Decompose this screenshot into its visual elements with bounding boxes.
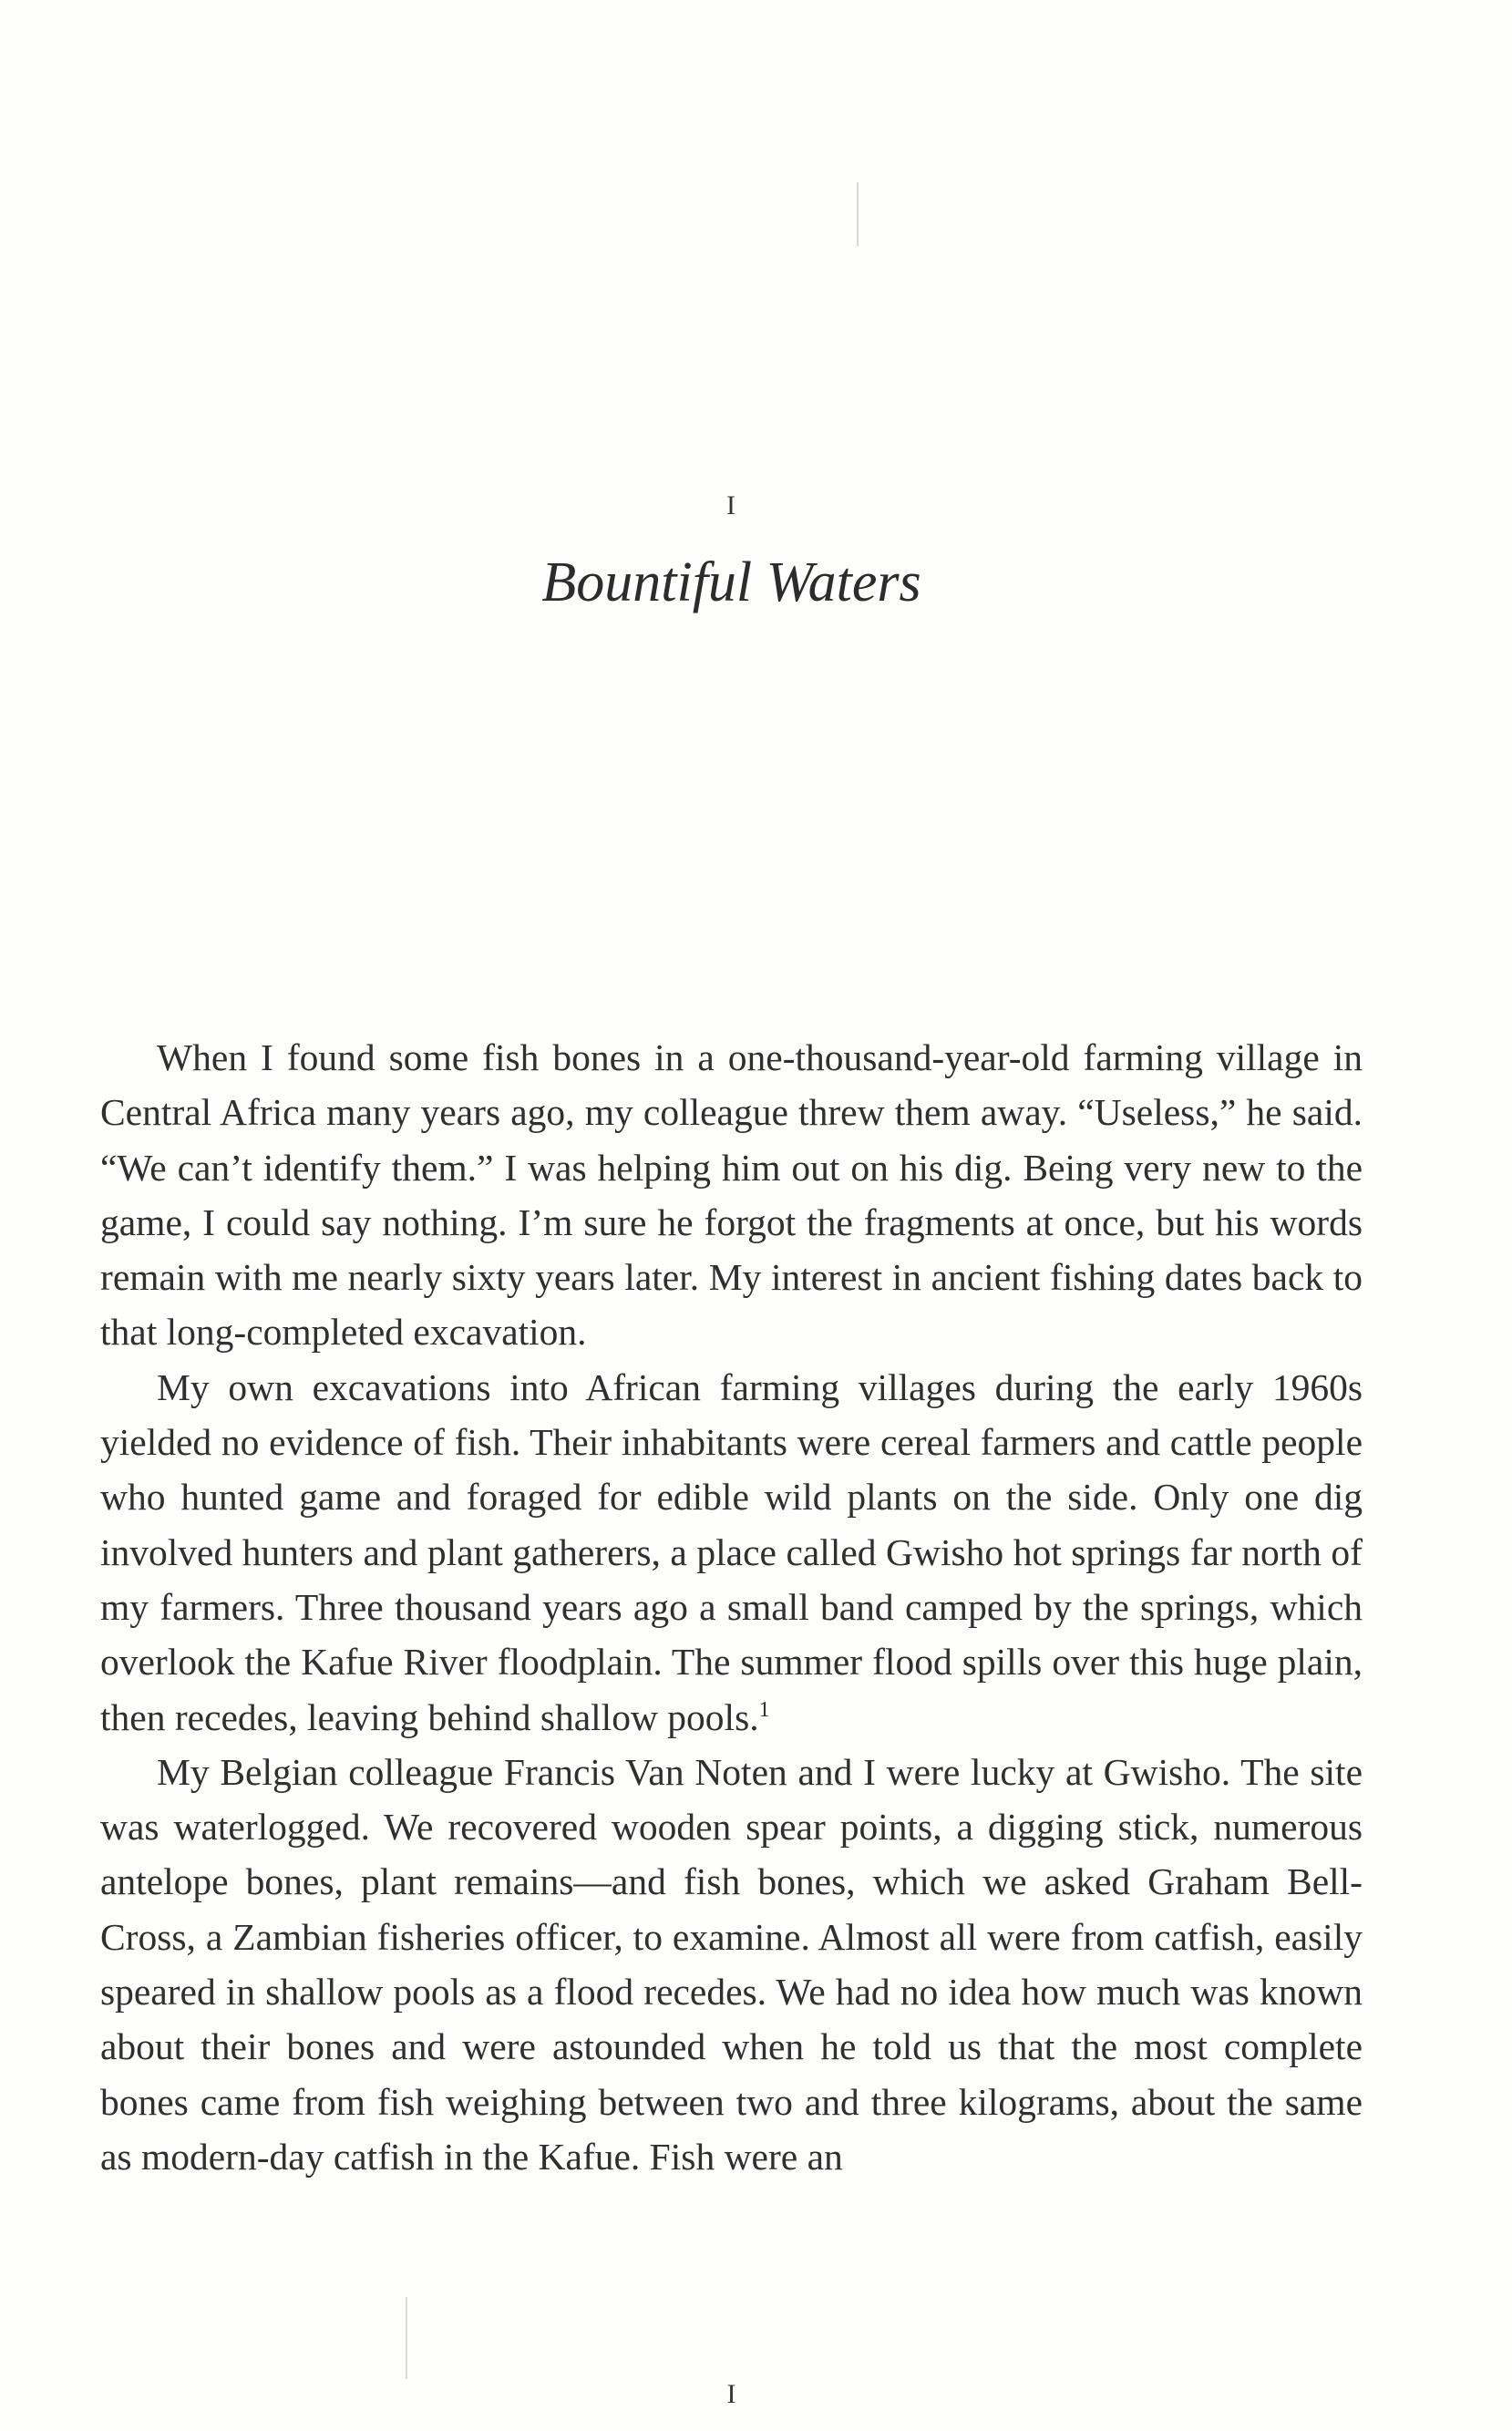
paragraph	[100, 1745, 1363, 2184]
scan-artifact-top	[857, 182, 859, 246]
footnote-marker: 1	[758, 1697, 770, 1722]
paragraph	[100, 1360, 1363, 1745]
scan-artifact-bottom	[406, 2297, 407, 2379]
paragraph	[100, 1030, 1363, 1360]
paragraph-text: My own excavations into African farming villages during the early 1960s yielded no evidence of fish. Their inhabitants were cereal farmers and cattle people who hunted game and foraged for edible wild plants on the side. Only one dig involved hunters and plant gatherers, a place called Gwisho hot springs far north of my farmers. Three thousand years ago a small band camped by the springs, which overlook the Kafue River floodplain. The summer flood spills over this huge plain, then recedes, leaving behind shallow pools.	[100, 1365, 1363, 1738]
chapter-number: I	[726, 490, 736, 520]
page-number: I	[726, 2379, 736, 2409]
chapter-title: Bountiful Waters	[541, 551, 921, 613]
chapter-body	[100, 1030, 1363, 2184]
paragraph-text: When I found some fish bones in a one-thousand-year-old farming village in Central Africa many years ago, my colleague threw them away. “Useless,” he said. “We can’t identify them.” I was helping him out on his dig. Being very new to the game, I could say nothing. I’m sure he forgot the fragments at once, but his words remain with me nearly sixty years later. My interest in ancient fishing dates back to that long-completed excavation.	[100, 1036, 1363, 1354]
paragraph-text: My Belgian colleague Francis Van Noten and I were lucky at Gwisho. The site was waterlogged. We recovered wooden spear points, a digging stick, numerous antelope bones, plant remains—and fish bones, which we asked Graham Bell-Cross, a Zambian fisheries officer, to examine. Almost all were from catfish, easily speared in shallow pools as a flood recedes. We had no idea how much was known about their bones and were astounded when he told us that the most complete bones came from fish weighing between two and three kilograms, about the same as modern-day catfish in the Kafue. Fish were an	[100, 1750, 1363, 2178]
